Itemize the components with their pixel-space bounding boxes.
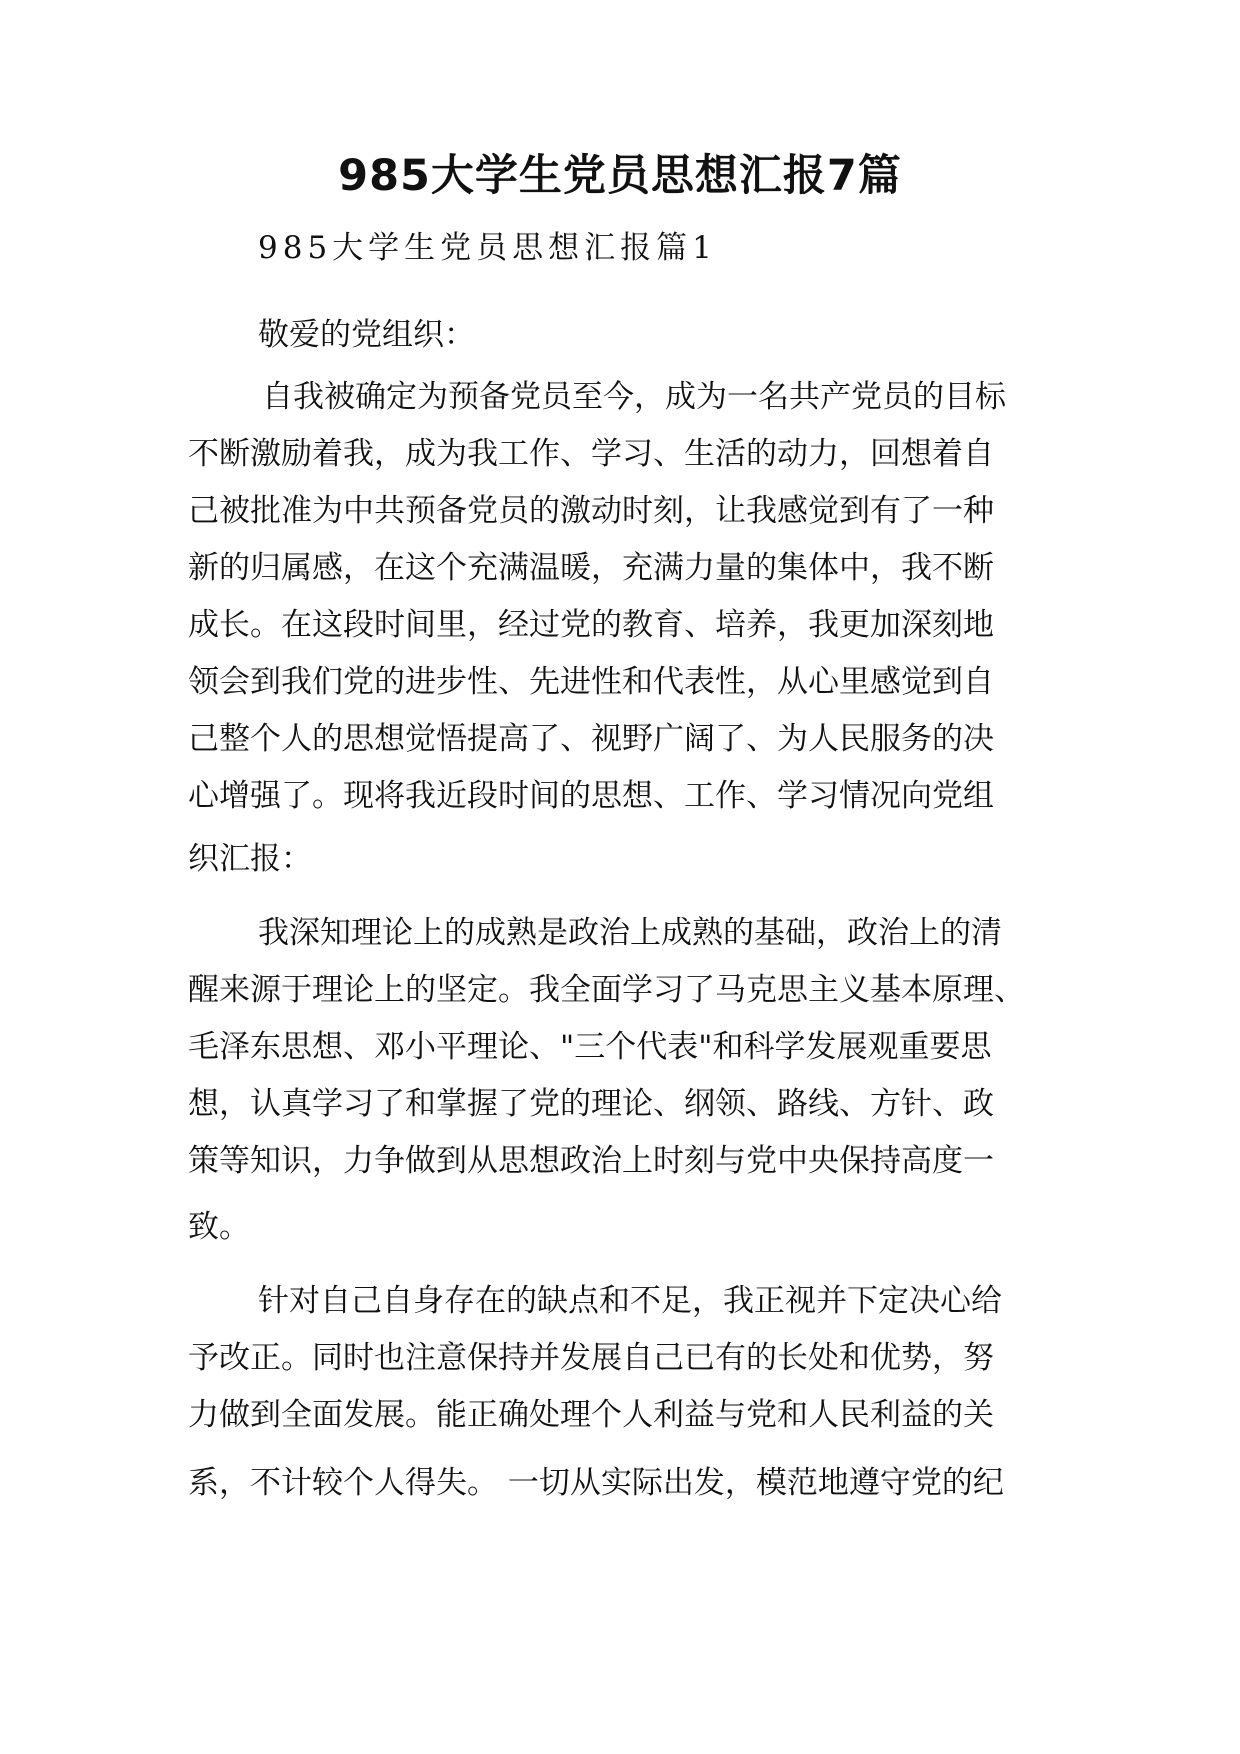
paragraph-1-line: 己整个人的思想觉悟提高了、视野广阔了、为人民服务的决: [188, 721, 994, 757]
paragraph-1-line: 己被批准为中共预备党员的激动时刻，让我感觉到有了一种: [188, 493, 994, 529]
salutation: 敬爱的党组织：: [258, 317, 475, 353]
paragraph-3-line: 针对自己自身存在的缺点和不足，我正视并下定决心给: [258, 1283, 1002, 1319]
paragraph-1-line: 领会到我们党的进步性、先进性和代表性，从心里感觉到自: [188, 664, 994, 700]
paragraph-1-line: 成长。在这段时间里，经过党的教育、培养，我更加深刻地: [188, 607, 994, 643]
paragraph-2-line: 我深知理论上的成熟是政治上成熟的基础，政治上的清: [258, 915, 1002, 951]
document-title: 985大学生党员思想汇报7篇: [338, 151, 902, 201]
paragraph-1-line: 自我被确定为预备党员至今，成为一名共产党员的目标: [262, 379, 1006, 415]
paragraph-2-line: 策等知识，力争做到从思想政治上时刻与党中央保持高度一: [188, 1143, 994, 1179]
paragraph-2-line: 致。: [188, 1209, 250, 1245]
paragraph-3-line: 力做到全面发展。能正确处理个人利益与党和人民利益的关: [188, 1397, 994, 1433]
paragraph-1-line: 心增强了。现将我近段时间的思想、工作、学习情况向党组: [188, 778, 994, 814]
paragraph-1-line: 织汇报：: [188, 841, 312, 877]
paragraph-3-line: 予改正。同时也注意保持并发展自己已有的长处和优势，努: [188, 1340, 994, 1376]
paragraph-1-line: 不断激励着我，成为我工作、学习、生活的动力，回想着自: [188, 436, 994, 472]
paragraph-2-line: 毛泽东思想、邓小平理论、"三个代表"和科学发展观重要思: [188, 1029, 992, 1065]
paragraph-2-line: 想，认真学习了和掌握了党的理论、纲领、路线、方针、政: [188, 1086, 994, 1122]
paragraph-3-line: 系，不计较个人得失。 一切从实际出发，模范地遵守党的纪: [188, 1465, 1004, 1501]
paragraph-1-line: 新的归属感，在这个充满温暖，充满力量的集体中，我不断: [188, 550, 994, 586]
paragraph-2-line: 醒来源于理论上的坚定。我全面学习了马克思主义基本原理、: [188, 972, 1025, 1008]
section-heading: 985大学生党员思想汇报篇1: [258, 230, 717, 266]
